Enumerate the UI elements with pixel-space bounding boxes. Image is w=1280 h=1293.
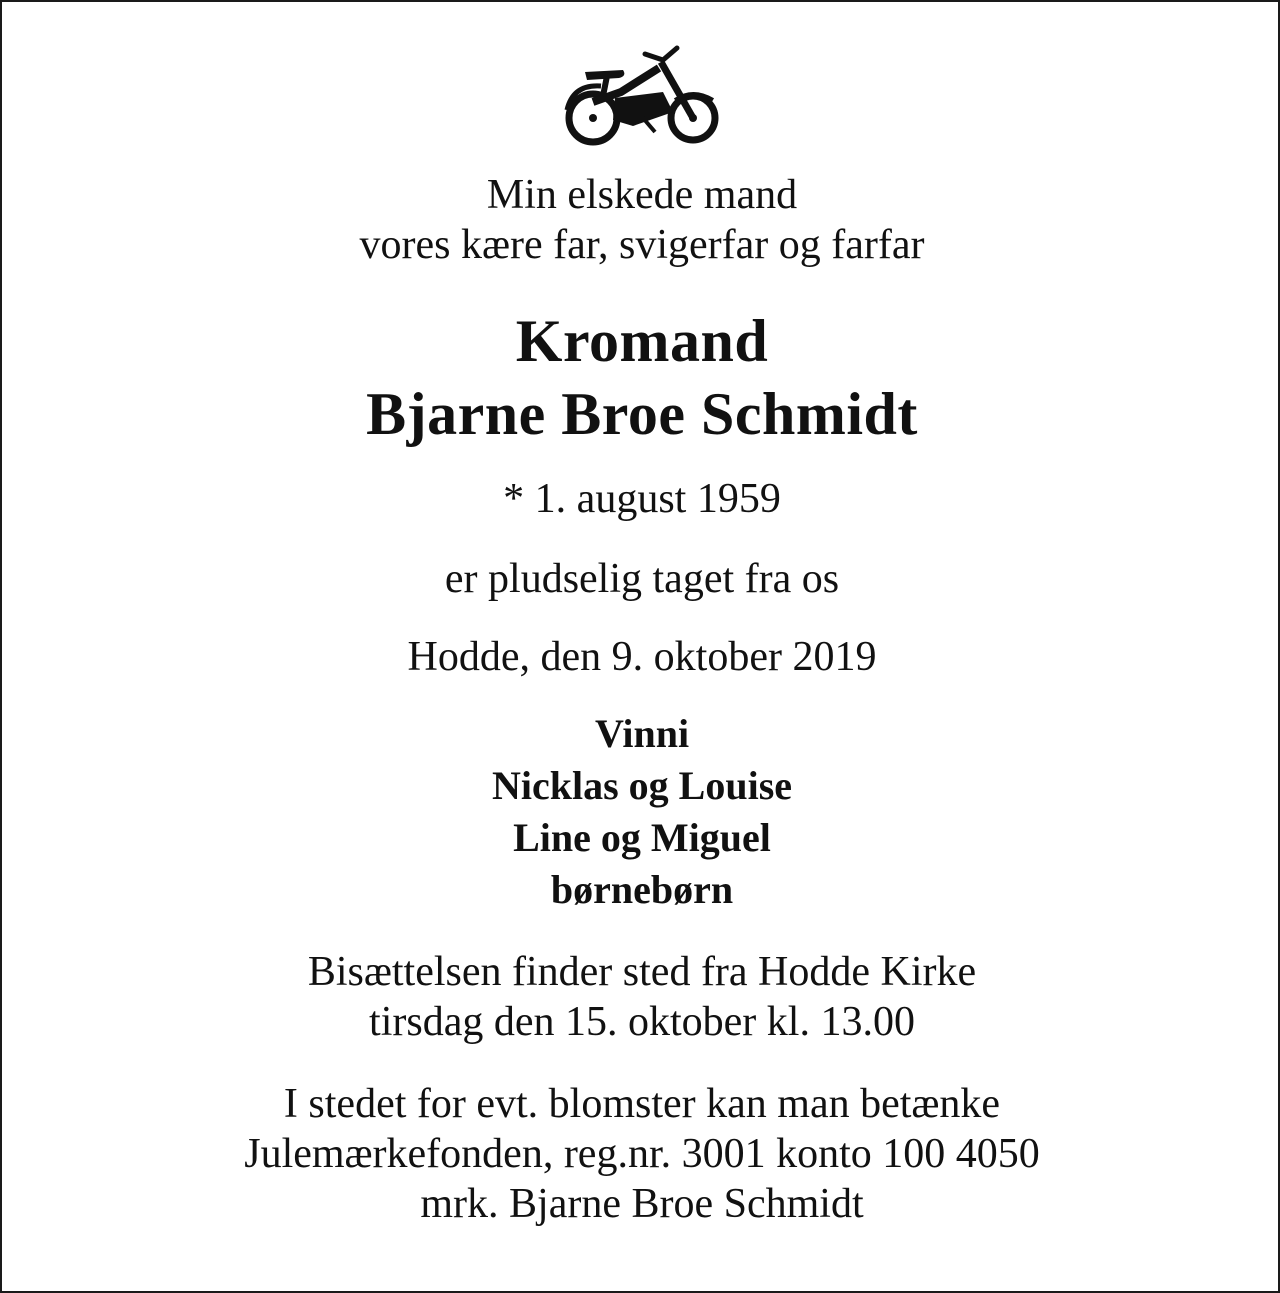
moped-icon	[563, 40, 723, 150]
funeral-info	[2, 947, 1280, 1047]
funeral-line-2: tirsdag den 15. oktober kl. 13.00	[369, 999, 915, 1045]
deceased-name-block	[2, 305, 1280, 451]
family-member: Nicklas og Louise	[491, 763, 793, 808]
deceased-name: Bjarne Broe Schmidt	[366, 381, 918, 447]
donation-line-2: Julemærkefonden, reg.nr. 3001 konto 100 4050	[244, 1131, 1040, 1177]
family-member: Vinni	[594, 711, 690, 756]
place-date: Hodde, den 9. oktober 2019	[407, 634, 877, 680]
funeral-line-1: Bisættelsen finder sted fra Hodde Kirke	[307, 949, 977, 995]
intro-line-2: vores kære far, svigerfar og farfar	[359, 222, 925, 268]
intro-text	[2, 170, 1280, 270]
donation-line-1: I stedet for evt. blomster kan man betænke	[283, 1081, 1001, 1127]
passing-text: er pludselig taget fra os	[444, 556, 840, 602]
donation-info	[2, 1079, 1280, 1229]
birth-date: * 1. august 1959	[503, 476, 781, 522]
deceased-title: Kromand	[515, 308, 769, 374]
family-list	[2, 708, 1280, 916]
family-member: Line og Miguel	[513, 815, 771, 860]
donation-line-3: mrk. Bjarne Broe Schmidt	[420, 1181, 864, 1227]
intro-line-1: Min elskede mand	[486, 172, 798, 218]
family-member: børnebørn	[550, 867, 734, 912]
